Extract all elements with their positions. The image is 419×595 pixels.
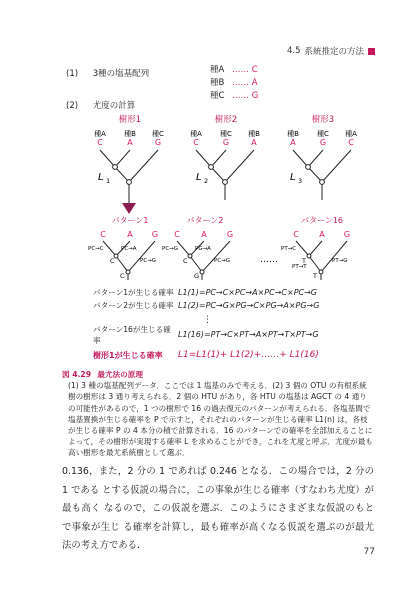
equation-list [93, 286, 383, 364]
svg-text:種C: 種C [152, 130, 164, 138]
svg-text:PC→A: PC→A [121, 246, 137, 252]
svg-text:G: G [151, 230, 159, 239]
species-row: 種B …… A [210, 78, 258, 88]
svg-text:A: A [201, 230, 207, 239]
pattern-ellipsis: …… [260, 255, 278, 265]
tree-title: 樹形1 [118, 115, 142, 125]
tree-title: 樹形3 [311, 115, 335, 125]
pattern-1 [88, 230, 158, 280]
section-title: 系統推定の方法 [304, 47, 364, 57]
svg-text:種A: 種A [345, 130, 357, 138]
svg-text:種B: 種B [287, 130, 299, 138]
svg-text:L: L [98, 172, 104, 183]
svg-text:種B: 種B [124, 130, 136, 138]
pattern-title: パターン16 [300, 216, 344, 225]
svg-text:C: C [293, 230, 299, 239]
pattern-title: パターン2 [186, 216, 224, 225]
svg-text:C: C [348, 138, 354, 147]
svg-text:C: C [174, 230, 180, 239]
svg-text:PC→G: PC→G [162, 246, 179, 252]
total-likelihood-row: 樹形1が生じる確率 L1=L1(1)+ L1(2)+……+ L1(16) [93, 350, 319, 360]
svg-text:PC→G: PC→G [214, 258, 231, 264]
svg-text:3: 3 [298, 177, 303, 185]
svg-text:L: L [196, 172, 202, 183]
svg-text:種C: 種C [220, 130, 232, 138]
svg-text:種A: 種A [190, 130, 202, 138]
svg-text:PC→G: PC→G [140, 258, 157, 264]
step2-heading: (2) 尤度の計算 [66, 101, 136, 111]
svg-text:C: C [110, 257, 115, 265]
svg-text:G: G [226, 230, 234, 239]
svg-text:PT→T: PT→T [292, 264, 307, 270]
svg-text:PT→G: PT→G [332, 258, 348, 264]
svg-text:L: L [290, 172, 296, 183]
svg-text:PC→C: PC→C [88, 246, 104, 252]
caption-text: (1) 3 種の塩基配列データ．ここでは 1 塩基のみで考える．(2) 3 個の OTU の有根系統樹の樹形は 3 通り考えられる．2 個の HTU があり，各 HTU の塩基は AGCT の 4 通りの可能性があるので，1 つの樹形で 16 の過去復元のパターンが考えられる．各塩基間で塩基置換が生じる確率を P で示すと，それぞれのパターンが生じる確率 L1(n) は，各枝が生じる確率 P の 4 本分の積で計算される．16 のパターンでの確率を全部加えることによって，その樹形が実現する確率 L を求めることができ，これを尤度と呼ぶ．尤度が最も高い樹形を最尤系統樹として選ぶ． [68, 381, 373, 458]
svg-text:PG→A: PG→A [195, 246, 211, 252]
svg-text:G: G [343, 230, 351, 239]
tree-3 [287, 129, 357, 200]
vertical-ellipsis: ⋮ [203, 315, 212, 325]
svg-text:種A: 種A [94, 130, 106, 138]
svg-text:種B: 種B [248, 130, 260, 138]
svg-text:PT→C: PT→C [281, 246, 297, 252]
svg-text:G: G [319, 138, 327, 147]
svg-text:A: A [290, 138, 296, 147]
pattern-2 [162, 230, 233, 280]
figure-number: 図 4.29 [62, 370, 91, 379]
pattern-16 [281, 230, 350, 280]
equation-row: パターン16が生じる確率 L1(16) =PT→C×PT→A×PT→T×PT→G [93, 324, 319, 345]
svg-text:A: A [251, 138, 257, 147]
figure-title: 最尤法の原理 [97, 370, 143, 379]
svg-text:2: 2 [204, 177, 209, 185]
equation-row: パターン2が生じる確率 L1(2) =PC→G×PG→C×PG→A×PG→G [93, 301, 320, 310]
down-arrow-icon [122, 200, 136, 214]
step1-heading: (1) 3種の塩基配列 [66, 69, 150, 79]
svg-text:A: A [127, 138, 133, 147]
svg-text:C: C [97, 138, 103, 147]
equation-row: パターン1が生じる確率 L1(1) =PC→C×PC→A×PC→C×PC→G [93, 288, 317, 297]
svg-text:C: C [193, 138, 199, 147]
tree-title: 樹形2 [214, 115, 238, 125]
svg-text:G: G [154, 138, 162, 147]
body-paragraph: 0.136，また，2 分の 1 であれば 0.246 となる．この場合では，2 分の 1 である とする仮説の場合に，この事象が生じる確率（すなわち尤度）が最も高く なるので，この仮説を選ぶ．このようにさまざまな仮説のもとで事象が生じ る確率を計算し，最も確率が高くなる仮説を選ぶのが最尤法の考え方である． [62, 466, 374, 551]
svg-text:A: A [319, 230, 325, 239]
pattern-title: パターン1 [111, 216, 149, 225]
svg-text:C: C [120, 272, 125, 280]
svg-text:G: G [194, 272, 200, 280]
svg-text:G: G [222, 138, 230, 147]
svg-text:C: C [100, 230, 106, 239]
section-number: 4.5 [286, 46, 301, 56]
figure-caption [62, 369, 374, 459]
svg-text:種C: 種C [317, 130, 329, 138]
svg-text:C: C [183, 257, 188, 265]
species-row: 種C …… G [210, 91, 259, 101]
tree-2 [190, 129, 260, 200]
svg-text:T: T [313, 272, 317, 280]
svg-text:T: T [302, 257, 306, 265]
svg-text:1: 1 [106, 177, 111, 185]
tree-1 [94, 129, 164, 200]
svg-text:A: A [127, 230, 133, 239]
species-row: 種A …… C [210, 65, 258, 75]
page-number: 77 [363, 547, 375, 557]
